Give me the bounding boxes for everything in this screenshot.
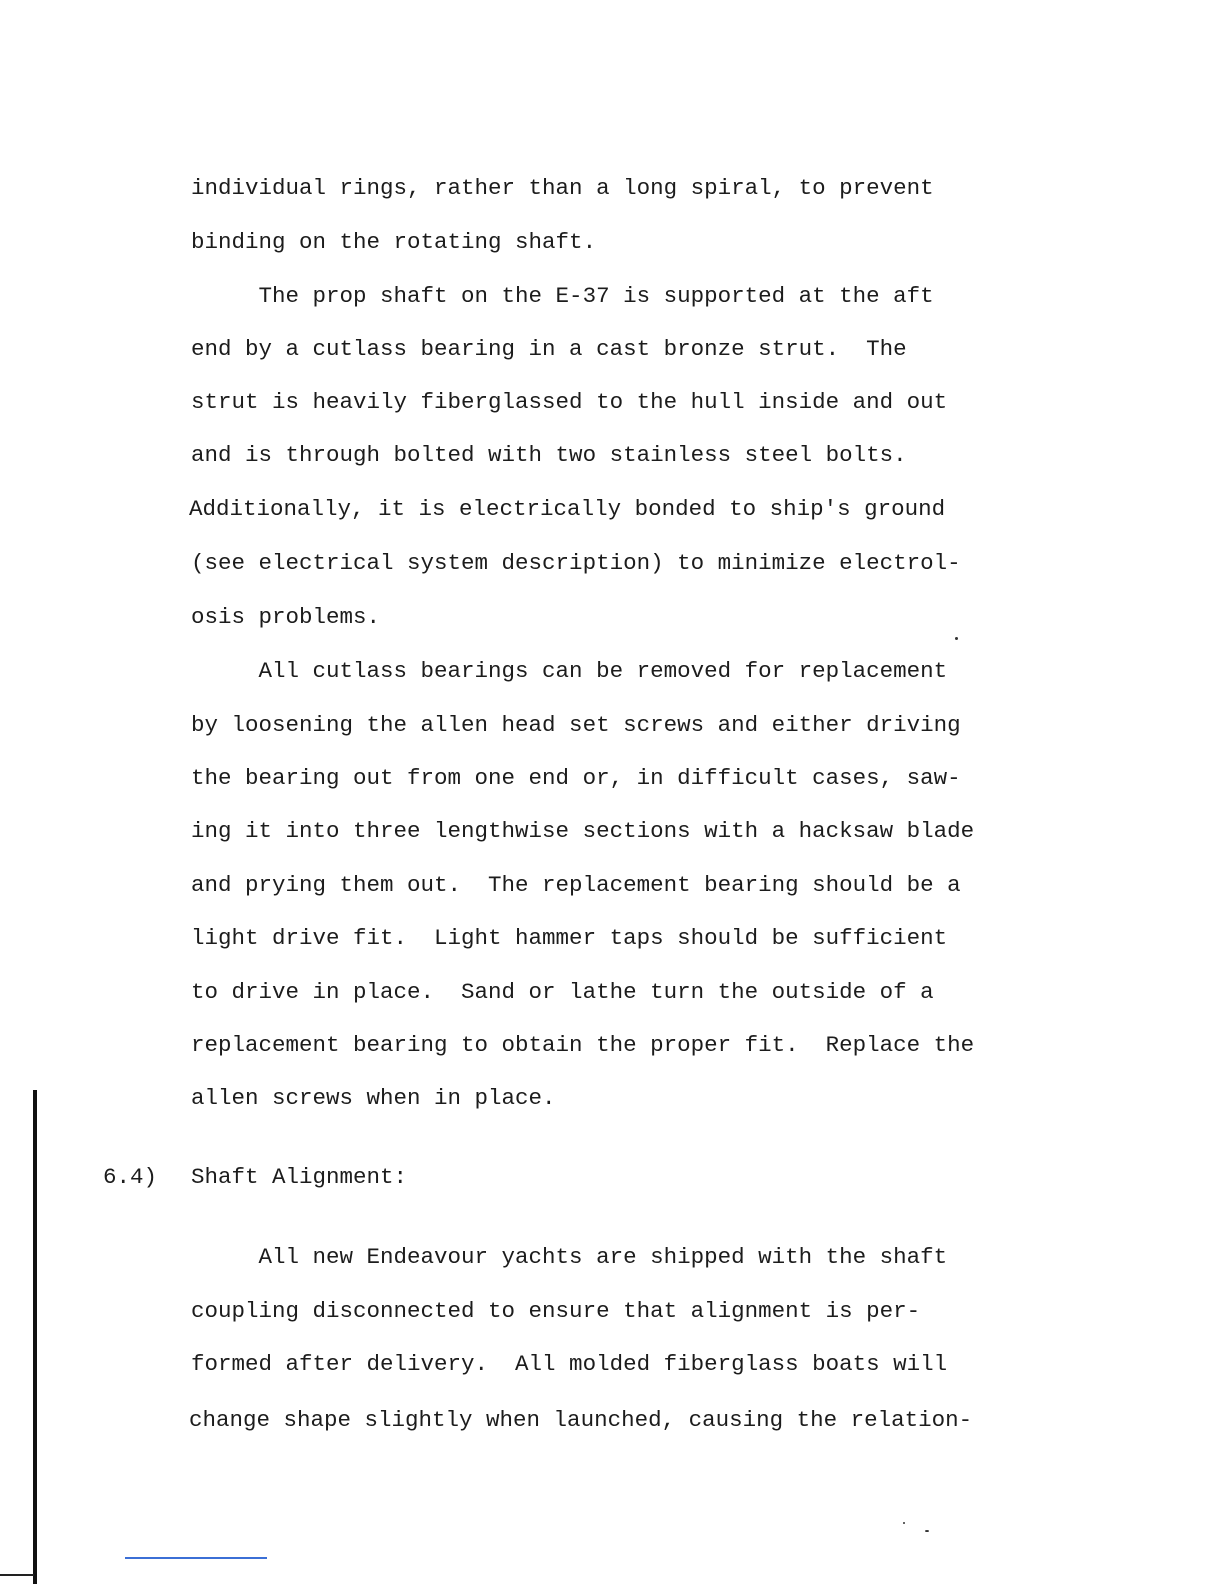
- text-line: osis problems.: [191, 604, 381, 630]
- text-line: ing it into three lengthwise sections with a hacksaw blade: [191, 818, 975, 844]
- scan-speck: [903, 1522, 905, 1524]
- section-number: 6.4): [103, 1164, 158, 1190]
- text-line: the bearing out from one end or, in difficult cases, saw-: [191, 765, 961, 791]
- scan-speck: [955, 637, 958, 640]
- bottom-rule: [125, 1557, 267, 1559]
- text-line: and is through bolted with two stainless steel bolts.: [191, 442, 907, 468]
- text-line: allen screws when in place.: [191, 1085, 556, 1111]
- text-line: by loosening the allen head set screws and either driving: [191, 712, 961, 738]
- text-line: formed after delivery. All molded fiberglass boats will: [191, 1351, 948, 1377]
- text-line: individual rings, rather than a long spiral, to prevent: [191, 175, 934, 201]
- text-line: replacement bearing to obtain the proper fit. Replace the: [191, 1032, 975, 1058]
- text-line: All cutlass bearings can be removed for replacement: [191, 658, 948, 684]
- text-line: to drive in place. Sand or lathe turn the outside of a: [191, 979, 934, 1005]
- text-line: (see electrical system description) to minimize electrol-: [191, 550, 961, 576]
- text-line: All new Endeavour yachts are shipped with the shaft: [191, 1244, 948, 1270]
- text-line: binding on the rotating shaft.: [191, 229, 597, 255]
- section-title: Shaft Alignment:: [191, 1164, 408, 1190]
- scan-mark: [0, 1574, 34, 1576]
- scan-speck: [925, 1530, 929, 1532]
- margin-change-bar: [33, 1090, 37, 1584]
- text-line: Additionally, it is electrically bonded to ship's ground: [189, 496, 946, 522]
- text-line: coupling disconnected to ensure that alignment is per-: [191, 1298, 921, 1324]
- text-line: light drive fit. Light hammer taps should be sufficient: [191, 925, 948, 951]
- text-line: The prop shaft on the E-37 is supported at the aft: [191, 283, 934, 309]
- text-line: strut is heavily fiberglassed to the hull inside and out: [191, 389, 948, 415]
- text-line: end by a cutlass bearing in a cast bronze strut. The: [191, 336, 907, 362]
- text-line: change shape slightly when launched, causing the relation-: [189, 1407, 973, 1433]
- text-line: and prying them out. The replacement bearing should be a: [191, 872, 961, 898]
